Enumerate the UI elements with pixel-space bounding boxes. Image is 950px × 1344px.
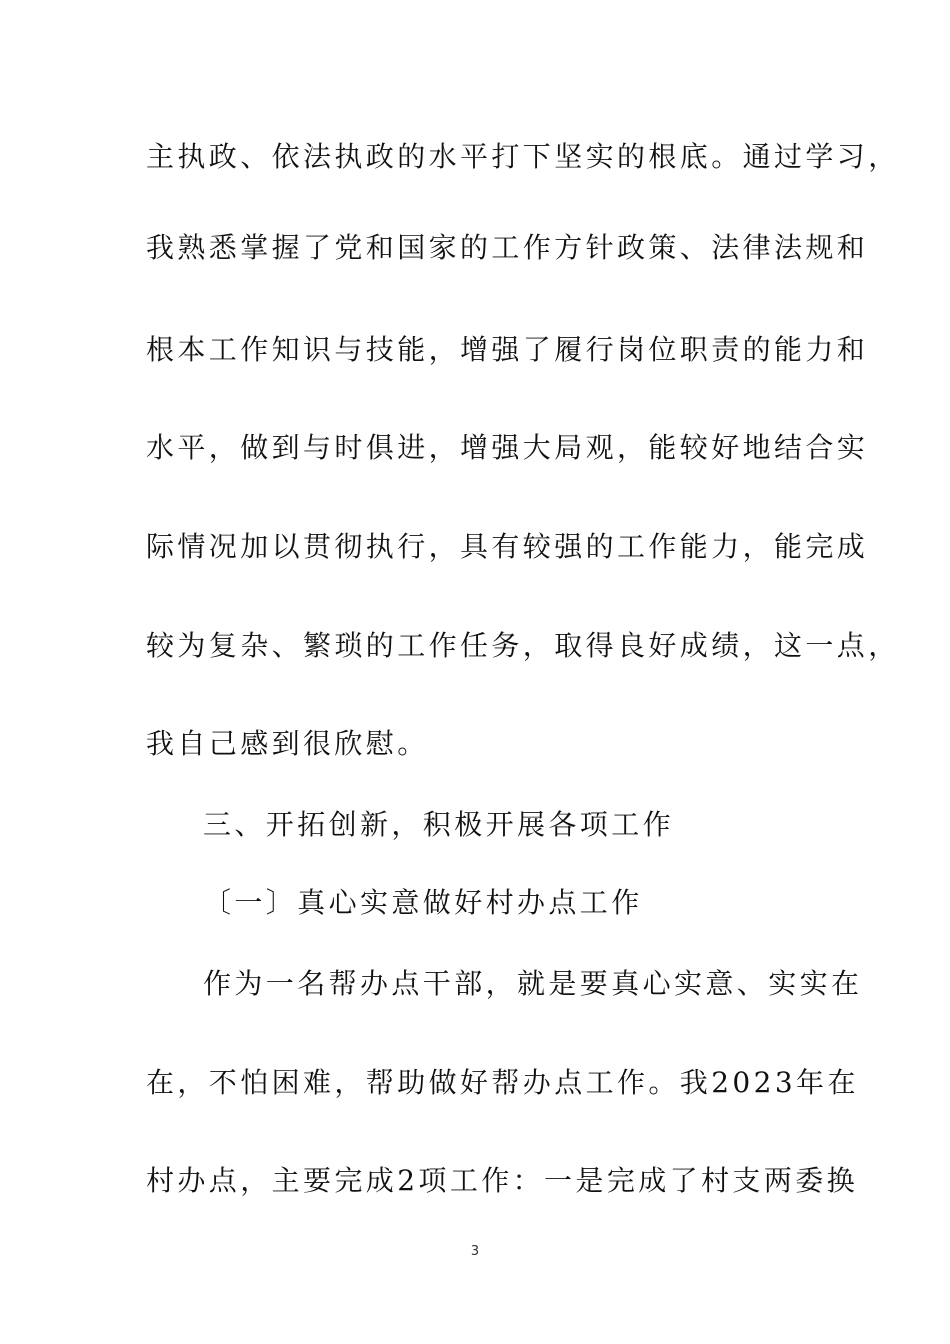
page-number: 3 [470, 1244, 480, 1259]
text-line-6: 较为复杂、繁琐的工作任务，取得良好成绩，这一点， [146, 629, 900, 662]
text-line-5: 际情况加以贯彻执行，具有较强的工作能力，能完成 [146, 530, 869, 563]
text-line-4: 水平，做到与时俱进，增强大局观，能较好地结合实 [146, 431, 869, 464]
text-line-7: 我自己感到很欣慰。 [146, 727, 429, 760]
text-line-12: 村办点，主要完成2项工作：一是完成了村支两委换 [146, 1164, 859, 1197]
paragraph-start-line: 作为一名帮办点干部，就是要真心实意、实实在 [203, 967, 863, 1000]
text-line-2: 我熟悉掌握了党和国家的工作方针政策、法律法规和 [146, 231, 869, 264]
section-heading: 三、开拓创新，积极开展各项工作 [203, 808, 675, 841]
subsection-heading: 〔一〕真心实意做好村办点工作 [203, 886, 643, 919]
text-line-3: 根本工作知识与技能，增强了履行岗位职责的能力和 [146, 333, 869, 366]
text-line-1: 主执政、依法执政的水平打下坚实的根底。通过学习， [146, 140, 900, 173]
text-line-11: 在，不怕困难，帮助做好帮办点工作。我2023年在 [146, 1066, 859, 1099]
